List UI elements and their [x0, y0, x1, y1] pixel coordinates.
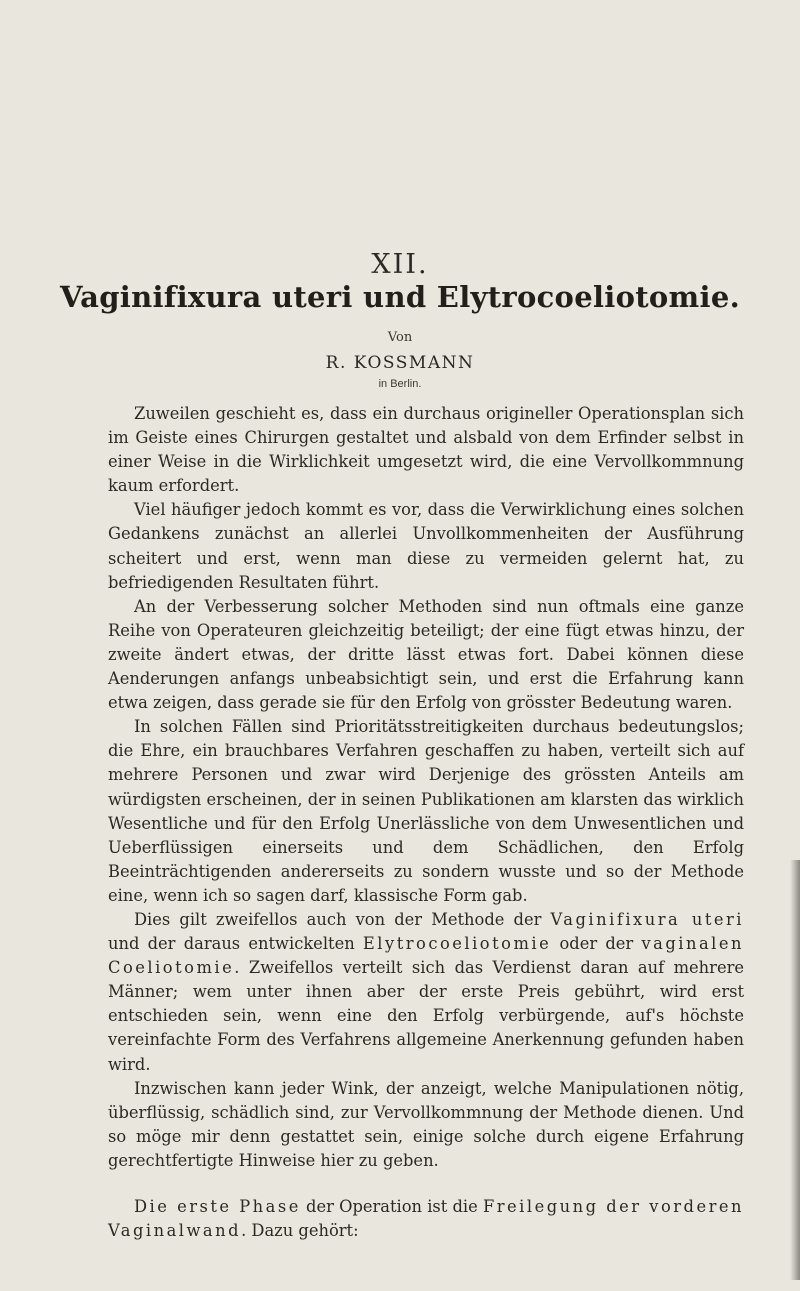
byline-von: Von [387, 330, 413, 345]
paragraph-5-text: und der daraus entwickelten [108, 934, 363, 954]
term-elytrocoeliotomie: Elytrocoeliotomie [362, 934, 552, 954]
paragraph-3: An der Verbesserung solcher Methoden sind nun oftmals eine ganze Reihe von Operateuren gleichzeitig beteiligt; der eine fügt etwas hinzu, der zweite ändert etwas, der dritte lässt etwas fort. Dabei können diese Aenderungen anfangs unbeabsichtigt sein, und erst die Erfahrung kann etwa zeigen, dass gerade sie für den Erfolg von grösster Bedeutung waren. [108, 596, 744, 713]
paragraph-5-text: . Zweifellos verteilt sich das Verdienst daran auf mehrere Männer; wem unter ihnen aber der erste Preis gebührt, wird erst entschieden sein, wenn eine den Erfolg verbürgende, auf's höchste vereinfachte Form des Verfahrens allgemeine Anerkennung gefunden haben wird. [108, 958, 744, 1074]
paragraph-7-text: der Operation ist die [300, 1197, 483, 1216]
paragraph-7 [108, 1195, 744, 1243]
author-location: in Berlin. [378, 378, 422, 390]
term-erste-phase: Die erste Phase [134, 1197, 301, 1216]
chapter-title: Vaginifixura uteri und Elytrocoeliotomie. [59, 280, 741, 314]
term-freilegung: Freilegung der vorderen Vaginalwand [108, 1197, 745, 1241]
paragraph-6: Inzwischen kann jeder Wink, der anzeigt, welche Manipulationen nötig, überflüssig, schädlich sind, zur Vervollkommnung der Methode dienen. Und so möge mir denn gestattet sein, einige solche durch eigene Erfahrung gerechtfertigte Hinweise hier zu geben. [108, 1078, 744, 1170]
paragraph-4: In solchen Fällen sind Prioritätsstreitigkeiten durchaus bedeutungslos; die Ehre, ein brauchbares Verfahren geschaffen zu haben, verteilt sich auf mehrere Personen und zwar wird Derjenige des grössten Anteils am würdigsten erscheinen, der in seinen Publikationen am klarsten das wirklich Wesentliche und für den Erfolg Unerlässliche von dem Unwesentlichen und Ueberflüssigen einerseits und dem Schädlichen, den Erfolg Beeinträchtigenden andererseits zu sondern wusste und so der Methode eine, wenn ich so sagen darf, klassische Form gab. [108, 717, 744, 905]
paragraph-5 [108, 908, 744, 1077]
paragraph-5-text: oder der [551, 934, 642, 954]
paragraph-7-text: . Dazu gehört: [241, 1221, 359, 1241]
paragraph-2: Viel häufiger jedoch kommt es vor, dass die Verwirklichung eines solchen Gedankens zunächst an allerlei Unvollkommenheiten der Ausführung scheitert und erst, wenn man diese zu vermeiden gelernt hat, zu befriedigenden Resultaten führt. [108, 500, 744, 592]
author-name: R. KOSSMANN [325, 353, 475, 373]
paragraph-5-text: Dies gilt zweifellos auch von der Methode der [134, 909, 551, 929]
body-text [108, 402, 744, 1243]
page-edge-shadow [790, 860, 800, 1280]
term-vaginale-coeliotomie: vaginalen Coeliotomie [108, 934, 744, 978]
paragraph-1: Zuweilen geschieht es, dass ein durchaus origineller Operationsplan sich im Geiste eines Chirurgen gestaltet und alsbald von dem Erfinder selbst in einer Weise in die Wirklichkeit umgesetzt wird, die eine Vervollkommnung kaum erfordert. [108, 404, 744, 496]
term-vaginifixura: Vaginifixura uteri [550, 909, 745, 929]
chapter-number: XII. [371, 249, 429, 280]
